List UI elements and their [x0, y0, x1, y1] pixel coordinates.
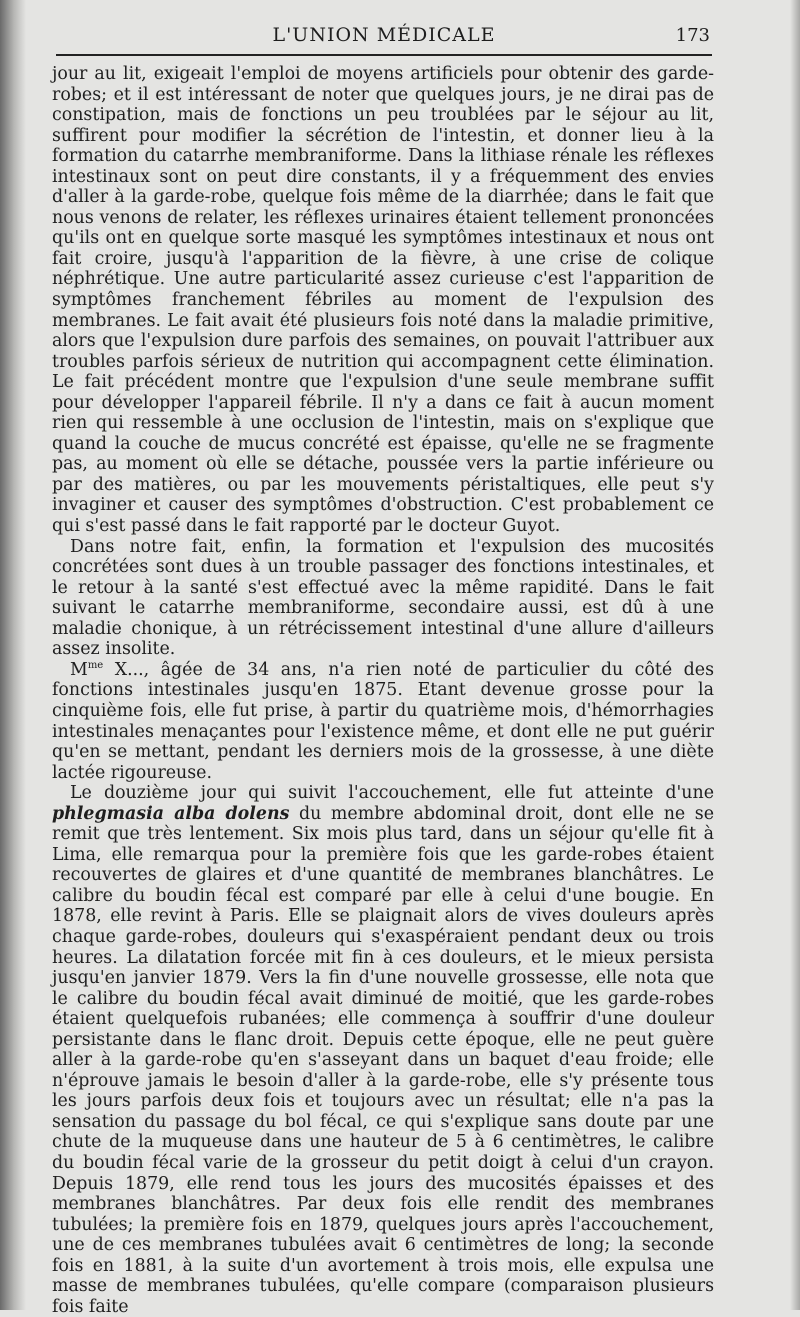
paragraph-2: Dans notre fait, enfin, la formation et l'expulsion des mucosités concrétées sont dues à un trouble passager des fonctions intestinales, et le retour à la santé s'est effectué avec la même rapidité. Dans le fait suivant le catarrhe membraniforme, secondaire aussi, est dû à une maladie chonique, à un rétrécissement intestinal d'une allure d'ailleurs assez insolite. — [52, 536, 714, 660]
honorific: M — [70, 659, 88, 680]
honorific-superscript: me — [87, 660, 104, 672]
paragraph-4-text: du membre abdominal droit, dont elle ne se remit que très lentement. Six mois plus tard, dans un séjour qu'elle fit à Lima, elle remarqua pour la première fois que les garde-robes étaient recouvertes de glaires et d'une quantité de membranes blanchâtres. Le calibre du boudin fécal est comparé par elle à celui d'une bougie. En 1878, elle revint à Paris. Elle se plaignait alors de vives douleurs après chaque garde-robes, douleurs qui s'exaspéraient pendant deux ou trois heures. La dilatation forcée mit fin à ces douleurs, et le mieux persista jusqu'en janvier 1879. Vers la fin d'une nouvelle grossesse, elle nota que le calibre du boudin fécal avait diminué de moitié, que les garde-robes étaient quelquefois rubanées; elle commença à souffrir d'une douleur persistante dans le flanc droit. Depuis cette époque, elle ne peut guère aller à la garde-robe qu'en s'asseyant dans un baquet d'eau froide; elle n'éprouve jamais le besoin d'aller à la garde-robe, elle s'y présente tous les jours parfois deux fois et toujours avec un résultat; elle n'a pas la sensation du passage du bol fécal, ce qui s'explique sans doute par une chute de la muqueuse dans une hauteur de 5 à 6 centimètres, le calibre du boudin fécal varie de la grosseur du petit doigt à celui d'un crayon. Depuis 1879, elle rend tous les jours des mucosités épaisses et des membranes blanchâtres. Par deux fois elle rendit des membranes tubulées; la première fois en 1879, quelques jours après l'accouchement, une de ces membranes tubulées avait 6 centimètres de long; la seconde fois en 1881, à la suite d'un avortement à trois mois, elle expulsa une masse de membranes tubulées, qu'elle compare (comparaison plusieurs fois faite — [52, 803, 714, 1317]
paragraph-1: jour au lit, exigeait l'emploi de moyens artificiels pour obtenir des garde-robes; et il est intéressant de noter que quelques jours, je ne dirai pas de constipation, mais de fonctions un peu troublées par le séjour au lit, suffirent pour modifier la sécrétion de l'intestin, et donner lieu à la formation du catarrhe membraniforme. Dans la lithiase rénale les réflexes intestinaux sont on peut dire constants, il y a fréquemment des envies d'aller à la garde-robe, quelque fois même de la diarrhée; dans le fait que nous venons de relater, les réflexes urinaires étaient tellement prononcées qu'ils ont en quelque sorte masqué les symptômes intestinaux et nous ont fait croire, jusqu'à l'apparition de la fièvre, à une crise de colique néphrétique. Une autre particularité assez curieuse c'est l'apparition de symptômes franchement fébriles au moment de l'expulsion des membranes. Le fait avait été plusieurs fois noté dans la maladie primitive, alors que l'expulsion dure parfois des semaines, on pouvait l'attribuer aux troubles parfois sérieux de nutrition qui accompagnent cette élimination. Le fait précédent montre que l'expulsion d'une seule membrane suffit pour développer l'appareil fébrile. Il n'y a dans ce fait à aucun moment rien qui ressemble à une occlusion de l'intestin, mais on s'explique que quand la couche de mucus concrété est épaisse, qu'elle ne se fragmente pas, au moment où elle se détache, poussée vers la partie inférieure ou par des matières, ou par les mouvements péristaltiques, elle peut s'y invaginer et causer des symptômes d'obstruction. C'est probablement ce qui s'est passé dans le fait rapporté par le docteur Guyot. — [52, 64, 714, 537]
page-number: 173 — [675, 25, 710, 46]
scan-shadow-right — [790, 0, 800, 1310]
paragraph-4-start: Le douzième jour qui suivit l'accouchement, elle fut atteinte d'une — [70, 783, 714, 804]
journal-title: L'UNION MÉDICALE — [272, 24, 496, 46]
paragraph-3-text: X..., âgée de 34 ans, n'a rien noté de particulier du côté des fonctions intestinales jusqu'en 1875. Etant devenue grosse pour la cinquième fois, elle fut prise, à partir du quatrième mois, d'hémorrhagies intestinales menaçantes pour l'existence même, et dont elle ne put guérir qu'en se mettant, pendant les derniers mois de la grossesse, à une diète lactée rigoureuse. — [52, 659, 714, 783]
italic-term: phlegmasia alba dolens — [52, 803, 290, 824]
paragraph-3 — [52, 660, 714, 783]
body-text — [52, 64, 714, 1317]
paragraph-4 — [52, 783, 714, 1317]
running-header — [56, 20, 712, 56]
scan-shadow-left — [0, 0, 26, 1310]
